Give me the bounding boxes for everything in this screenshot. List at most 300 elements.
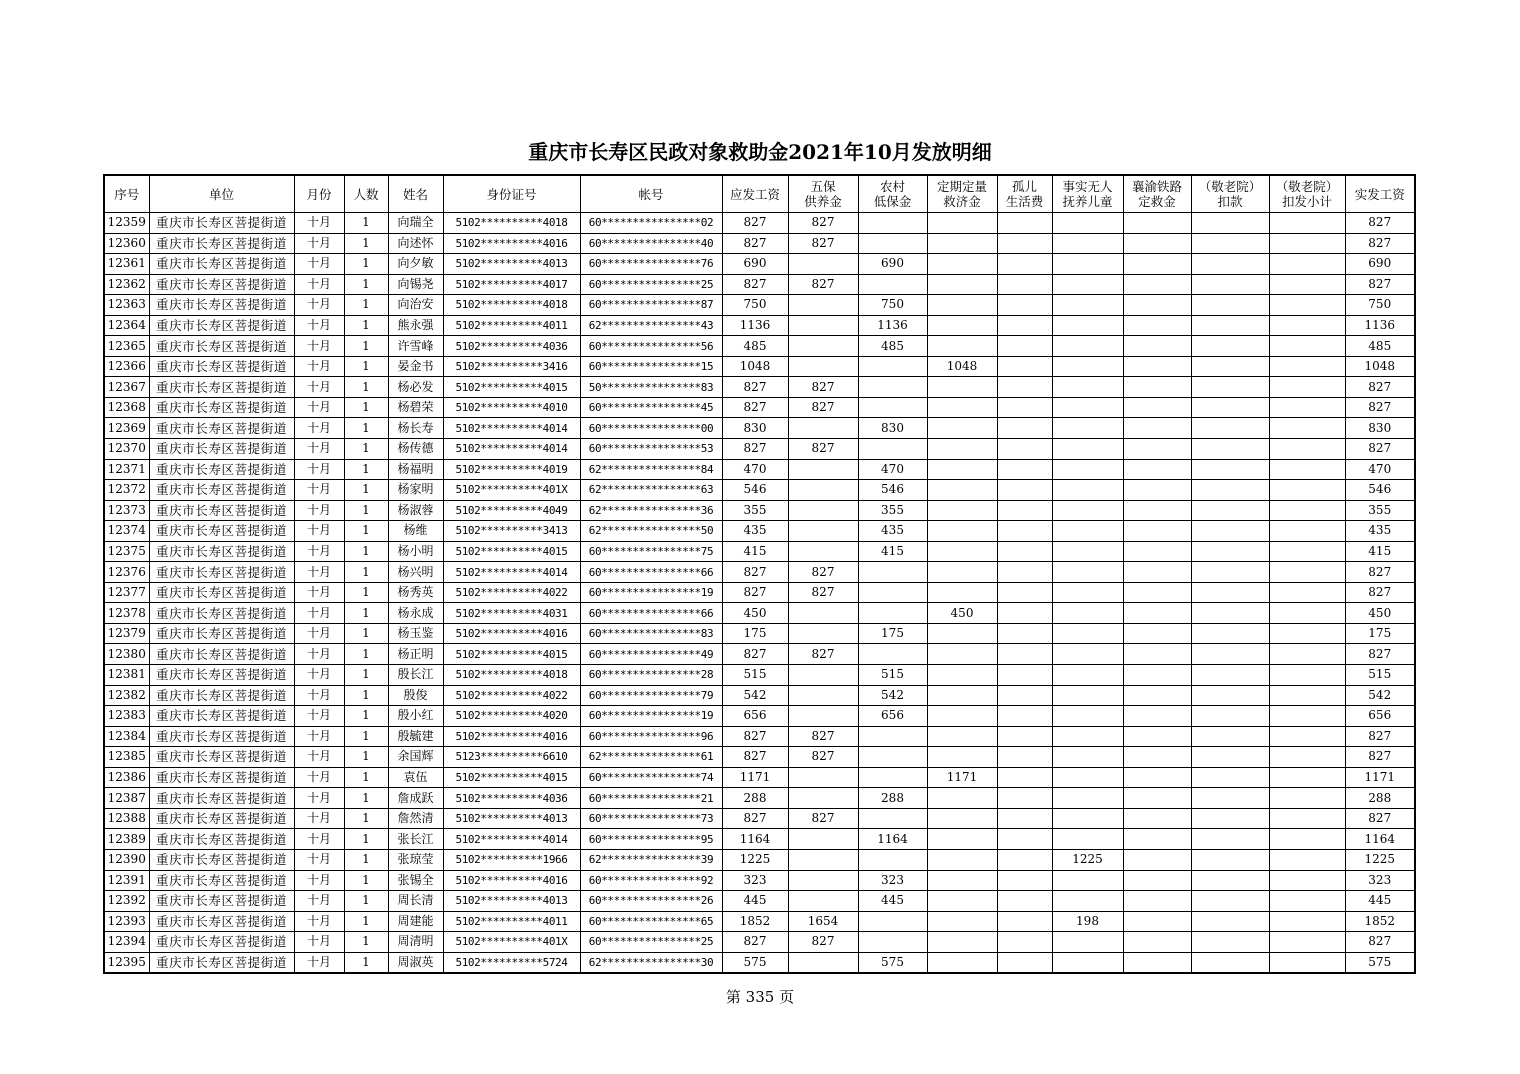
table-row [104,685,1415,706]
cell-account: 60****************65 [580,911,722,932]
cell-wubao: 827 [788,582,858,603]
cell-count: 1 [344,459,388,480]
cell-unit: 重庆市长寿区菩提街道 [149,726,294,747]
cell-guer [997,500,1052,521]
cell-account: 60****************83 [580,623,722,644]
cell-account: 60****************25 [580,932,722,953]
cell-xiangyu [1123,747,1191,768]
cell-wubao [788,541,858,562]
cell-month: 十月 [294,233,344,254]
cell-actual: 827 [1345,397,1415,418]
cell-xiangyu [1123,623,1191,644]
cell-deduct [1191,480,1269,501]
cell-wubao [788,521,858,542]
cell-month: 十月 [294,808,344,829]
cell-account: 62****************30 [580,952,722,973]
cell-actual: 485 [1345,336,1415,357]
cell-count: 1 [344,213,388,234]
cell-name: 余国辉 [388,747,443,768]
column-header-guer: 孤儿 生活费 [997,175,1052,213]
cell-deduct [1191,952,1269,973]
cell-wubao: 827 [788,213,858,234]
cell-month: 十月 [294,418,344,439]
cell-payable: 575 [722,952,788,973]
cell-wubao [788,665,858,686]
cell-seq: 12361 [104,254,149,275]
cell-xiangyu [1123,254,1191,275]
table-row [104,911,1415,932]
cell-actual: 435 [1345,521,1415,542]
cell-month: 十月 [294,623,344,644]
cell-account: 62****************36 [580,500,722,521]
cell-shishi: 1225 [1052,849,1123,870]
cell-count: 1 [344,480,388,501]
cell-wubao [788,480,858,501]
cell-id: 5102**********401X [443,480,580,501]
cell-account: 60****************00 [580,418,722,439]
cell-deduct [1191,706,1269,727]
cell-id: 5102**********4016 [443,623,580,644]
cell-deduct [1191,439,1269,460]
cell-count: 1 [344,582,388,603]
cell-shishi [1052,603,1123,624]
table-row [104,808,1415,829]
cell-dibao [858,726,927,747]
cell-wubao [788,315,858,336]
cell-month: 十月 [294,665,344,686]
cell-subtotal [1269,891,1345,912]
cell-unit: 重庆市长寿区菩提街道 [149,808,294,829]
cell-guer [997,213,1052,234]
cell-xiangyu [1123,870,1191,891]
cell-xiangyu [1123,665,1191,686]
cell-xiangyu [1123,849,1191,870]
cell-unit: 重庆市长寿区菩提街道 [149,356,294,377]
cell-month: 十月 [294,932,344,953]
cell-guer [997,418,1052,439]
cell-count: 1 [344,336,388,357]
cell-xiangyu [1123,911,1191,932]
cell-unit: 重庆市长寿区菩提街道 [149,377,294,398]
cell-account: 60****************73 [580,808,722,829]
cell-deduct [1191,397,1269,418]
cell-count: 1 [344,623,388,644]
cell-dingqi [927,377,997,398]
cell-id: 5102**********4015 [443,541,580,562]
cell-subtotal [1269,439,1345,460]
cell-account: 60****************02 [580,213,722,234]
cell-seq: 12372 [104,480,149,501]
cell-wubao [788,706,858,727]
cell-subtotal [1269,623,1345,644]
cell-payable: 690 [722,254,788,275]
cell-dibao: 355 [858,500,927,521]
cell-wubao [788,418,858,439]
cell-month: 十月 [294,480,344,501]
cell-month: 十月 [294,747,344,768]
cell-dingqi [927,521,997,542]
cell-month: 十月 [294,562,344,583]
cell-seq: 12382 [104,685,149,706]
cell-guer [997,911,1052,932]
cell-deduct [1191,336,1269,357]
cell-name: 杨玉鉴 [388,623,443,644]
cell-account: 60****************96 [580,726,722,747]
cell-seq: 12367 [104,377,149,398]
cell-month: 十月 [294,952,344,973]
cell-payable: 827 [722,377,788,398]
cell-name: 晏金书 [388,356,443,377]
cell-shishi [1052,788,1123,809]
cell-id: 5102**********4013 [443,254,580,275]
cell-count: 1 [344,254,388,275]
cell-payable: 827 [722,439,788,460]
cell-account: 60****************40 [580,233,722,254]
cell-unit: 重庆市长寿区菩提街道 [149,336,294,357]
table-row [104,952,1415,973]
cell-unit: 重庆市长寿区菩提街道 [149,459,294,480]
cell-guer [997,726,1052,747]
cell-xiangyu [1123,315,1191,336]
cell-account: 60****************21 [580,788,722,809]
cell-dingqi [927,541,997,562]
cell-xiangyu [1123,500,1191,521]
cell-deduct [1191,377,1269,398]
cell-count: 1 [344,685,388,706]
cell-id: 5102**********1966 [443,849,580,870]
cell-name: 袁伍 [388,767,443,788]
column-header-dingqi: 定期定量 救济金 [927,175,997,213]
table-row [104,459,1415,480]
cell-seq: 12395 [104,952,149,973]
cell-actual: 355 [1345,500,1415,521]
cell-id: 5102**********4015 [443,377,580,398]
cell-month: 十月 [294,788,344,809]
page-number: 第 335 页 [725,988,795,1006]
cell-xiangyu [1123,644,1191,665]
table-row [104,562,1415,583]
cell-seq: 12368 [104,397,149,418]
cell-xiangyu [1123,706,1191,727]
cell-name: 杨小明 [388,541,443,562]
table-row [104,336,1415,357]
cell-seq: 12392 [104,891,149,912]
cell-seq: 12377 [104,582,149,603]
cell-seq: 12391 [104,870,149,891]
cell-actual: 546 [1345,480,1415,501]
cell-wubao [788,829,858,850]
cell-shishi [1052,480,1123,501]
cell-dingqi: 450 [927,603,997,624]
cell-xiangyu [1123,788,1191,809]
cell-dibao: 175 [858,623,927,644]
cell-payable: 175 [722,623,788,644]
cell-count: 1 [344,500,388,521]
table-body [104,213,1415,974]
cell-subtotal [1269,582,1345,603]
cell-payable: 485 [722,336,788,357]
cell-deduct [1191,665,1269,686]
cell-unit: 重庆市长寿区菩提街道 [149,870,294,891]
cell-account: 60****************95 [580,829,722,850]
cell-shishi [1052,582,1123,603]
cell-payable: 435 [722,521,788,542]
cell-count: 1 [344,767,388,788]
cell-id: 5102**********4013 [443,891,580,912]
cell-subtotal [1269,254,1345,275]
cell-actual: 415 [1345,541,1415,562]
cell-xiangyu [1123,397,1191,418]
cell-actual: 827 [1345,274,1415,295]
cell-dibao: 750 [858,295,927,316]
cell-id: 5102**********4013 [443,808,580,829]
cell-month: 十月 [294,603,344,624]
cell-guer [997,336,1052,357]
cell-xiangyu [1123,952,1191,973]
cell-payable: 827 [722,213,788,234]
cell-dibao [858,356,927,377]
cell-shishi [1052,274,1123,295]
cell-subtotal [1269,418,1345,439]
cell-dibao: 546 [858,480,927,501]
cell-xiangyu [1123,891,1191,912]
cell-id: 5102**********4031 [443,603,580,624]
cell-guer [997,849,1052,870]
cell-guer [997,521,1052,542]
cell-guer [997,562,1052,583]
cell-name: 詹然清 [388,808,443,829]
cell-xiangyu [1123,459,1191,480]
table-header-row [104,175,1415,213]
column-header-actual: 实发工资 [1345,175,1415,213]
cell-xiangyu [1123,726,1191,747]
cell-actual: 827 [1345,377,1415,398]
cell-account: 60****************79 [580,685,722,706]
cell-dingqi [927,829,997,850]
cell-month: 十月 [294,644,344,665]
cell-id: 5102**********5724 [443,952,580,973]
cell-guer [997,439,1052,460]
cell-count: 1 [344,356,388,377]
cell-count: 1 [344,911,388,932]
cell-month: 十月 [294,459,344,480]
cell-payable: 827 [722,562,788,583]
cell-count: 1 [344,603,388,624]
cell-account: 60****************74 [580,767,722,788]
cell-dingqi [927,891,997,912]
table-row [104,397,1415,418]
cell-count: 1 [344,808,388,829]
cell-payable: 288 [722,788,788,809]
cell-unit: 重庆市长寿区菩提街道 [149,213,294,234]
cell-wubao [788,685,858,706]
cell-payable: 1164 [722,829,788,850]
cell-dibao: 288 [858,788,927,809]
cell-deduct [1191,623,1269,644]
table-row [104,623,1415,644]
cell-count: 1 [344,274,388,295]
cell-unit: 重庆市长寿区菩提街道 [149,418,294,439]
cell-name: 杨维 [388,521,443,542]
cell-shishi [1052,767,1123,788]
table-row [104,274,1415,295]
cell-dingqi [927,397,997,418]
cell-account: 60****************19 [580,706,722,727]
cell-dingqi [927,726,997,747]
cell-seq: 12388 [104,808,149,829]
cell-subtotal [1269,665,1345,686]
cell-payable: 1171 [722,767,788,788]
cell-guer [997,295,1052,316]
cell-account: 62****************50 [580,521,722,542]
cell-xiangyu [1123,808,1191,829]
cell-month: 十月 [294,541,344,562]
cell-name: 周清明 [388,932,443,953]
cell-wubao [788,295,858,316]
cell-name: 周长清 [388,891,443,912]
cell-name: 向锡尧 [388,274,443,295]
cell-xiangyu [1123,295,1191,316]
cell-shishi [1052,665,1123,686]
cell-shishi [1052,439,1123,460]
cell-guer [997,603,1052,624]
cell-payable: 515 [722,665,788,686]
cell-unit: 重庆市长寿区菩提街道 [149,500,294,521]
cell-xiangyu [1123,685,1191,706]
cell-account: 62****************43 [580,315,722,336]
cell-deduct [1191,932,1269,953]
cell-payable: 1048 [722,356,788,377]
cell-guer [997,829,1052,850]
cell-subtotal [1269,356,1345,377]
cell-shishi [1052,233,1123,254]
cell-actual: 827 [1345,582,1415,603]
cell-id: 5102**********4036 [443,336,580,357]
cell-count: 1 [344,665,388,686]
relief-payment-table [103,174,1416,974]
cell-actual: 445 [1345,891,1415,912]
cell-name: 许雪峰 [388,336,443,357]
cell-wubao [788,459,858,480]
cell-name: 杨福明 [388,459,443,480]
cell-id: 5102**********4014 [443,418,580,439]
cell-deduct [1191,356,1269,377]
cell-unit: 重庆市长寿区菩提街道 [149,952,294,973]
cell-account: 62****************84 [580,459,722,480]
cell-name: 杨兴明 [388,562,443,583]
cell-payable: 355 [722,500,788,521]
cell-payable: 542 [722,685,788,706]
cell-shishi [1052,315,1123,336]
cell-name: 向治安 [388,295,443,316]
cell-name: 杨淑蓉 [388,500,443,521]
cell-wubao: 827 [788,644,858,665]
cell-unit: 重庆市长寿区菩提街道 [149,397,294,418]
cell-subtotal [1269,603,1345,624]
cell-shishi [1052,541,1123,562]
cell-deduct [1191,685,1269,706]
cell-wubao: 827 [788,377,858,398]
cell-dibao: 323 [858,870,927,891]
cell-id: 5102**********3413 [443,521,580,542]
cell-wubao [788,254,858,275]
cell-wubao [788,849,858,870]
cell-seq: 12363 [104,295,149,316]
table-row [104,788,1415,809]
cell-xiangyu [1123,562,1191,583]
cell-subtotal [1269,295,1345,316]
cell-shishi [1052,726,1123,747]
cell-id: 5102**********4017 [443,274,580,295]
cell-dibao: 1136 [858,315,927,336]
cell-account: 60****************53 [580,439,722,460]
cell-shishi [1052,336,1123,357]
cell-unit: 重庆市长寿区菩提街道 [149,665,294,686]
cell-id: 5102**********4019 [443,459,580,480]
cell-wubao [788,788,858,809]
cell-dingqi [927,665,997,686]
cell-name: 向瑞全 [388,213,443,234]
column-header-dibao: 农村 低保金 [858,175,927,213]
cell-month: 十月 [294,521,344,542]
table-row [104,747,1415,768]
table-row [104,315,1415,336]
cell-shishi [1052,952,1123,973]
cell-unit: 重庆市长寿区菩提街道 [149,254,294,275]
cell-id: 5102**********4016 [443,233,580,254]
cell-dibao: 575 [858,952,927,973]
cell-unit: 重庆市长寿区菩提街道 [149,521,294,542]
table-row [104,377,1415,398]
cell-month: 十月 [294,829,344,850]
cell-unit: 重庆市长寿区菩提街道 [149,274,294,295]
cell-deduct [1191,808,1269,829]
cell-id: 5102**********4022 [443,685,580,706]
cell-count: 1 [344,788,388,809]
cell-unit: 重庆市长寿区菩提街道 [149,685,294,706]
cell-unit: 重庆市长寿区菩提街道 [149,439,294,460]
cell-guer [997,767,1052,788]
cell-month: 十月 [294,356,344,377]
cell-dibao [858,603,927,624]
cell-seq: 12371 [104,459,149,480]
cell-account: 60****************25 [580,274,722,295]
cell-actual: 827 [1345,932,1415,953]
cell-seq: 12394 [104,932,149,953]
cell-payable: 546 [722,480,788,501]
table-row [104,891,1415,912]
cell-shishi [1052,829,1123,850]
cell-unit: 重庆市长寿区菩提街道 [149,849,294,870]
cell-seq: 12381 [104,665,149,686]
cell-dibao: 445 [858,891,927,912]
cell-shishi [1052,459,1123,480]
cell-subtotal [1269,808,1345,829]
cell-unit: 重庆市长寿区菩提街道 [149,582,294,603]
cell-dingqi [927,952,997,973]
cell-actual: 827 [1345,644,1415,665]
cell-payable: 1136 [722,315,788,336]
cell-guer [997,808,1052,829]
cell-unit: 重庆市长寿区菩提街道 [149,932,294,953]
cell-seq: 12360 [104,233,149,254]
cell-seq: 12393 [104,911,149,932]
cell-wubao: 827 [788,932,858,953]
cell-dingqi [927,870,997,891]
cell-count: 1 [344,521,388,542]
cell-deduct [1191,254,1269,275]
cell-seq: 12374 [104,521,149,542]
